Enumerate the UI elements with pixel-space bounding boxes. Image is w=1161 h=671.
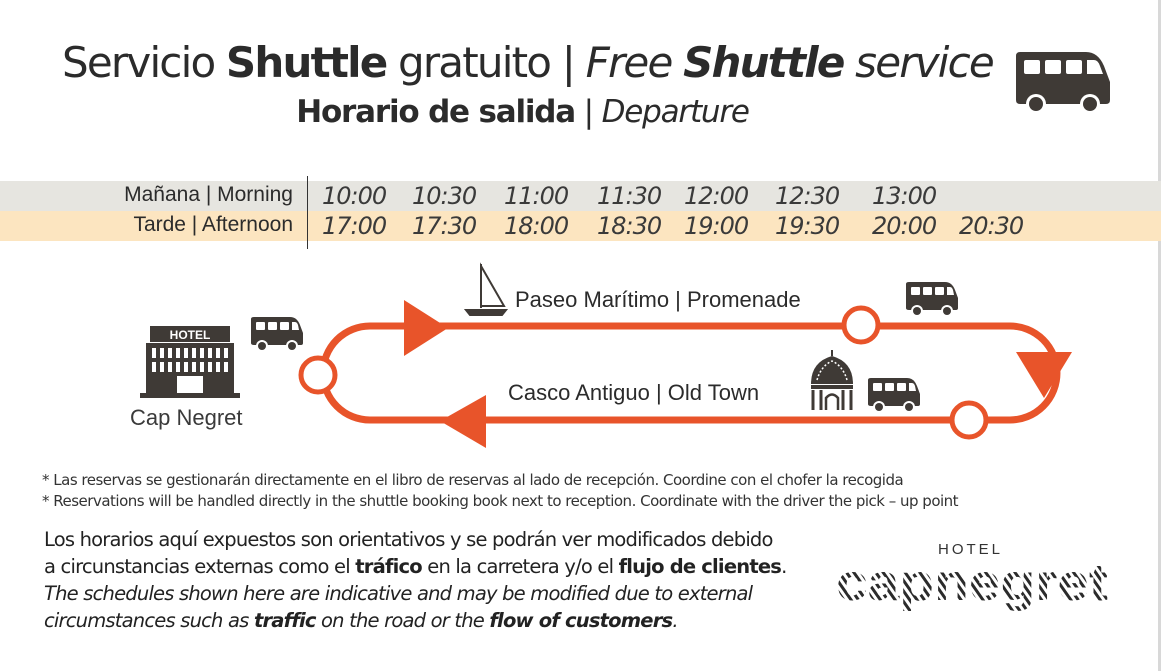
page-subtitle: Horario de salida | Departure xyxy=(296,94,749,130)
afternoon-label: Tarde | Afternoon xyxy=(133,213,293,236)
morning-time: 13:00 xyxy=(872,182,937,210)
route-arrow-left xyxy=(440,395,486,448)
disclaimer-en-line1: The schedules shown here are indicative and may be modified due to external xyxy=(44,582,753,605)
afternoon-time: 17:30 xyxy=(412,212,477,240)
promenade-label: Paseo Marítimo | Promenade xyxy=(515,287,801,312)
route-arrow-down xyxy=(1016,352,1072,398)
shuttle-bus-icon xyxy=(906,282,958,317)
stop-promenade xyxy=(844,308,878,342)
afternoon-time: 20:30 xyxy=(959,212,1024,240)
reservation-note-en: * Reservations will be handled directly in the shuttle booking book next to reception. Coordinate with the driver the pick – up point xyxy=(42,492,959,510)
logo-hotel-word: HOTEL xyxy=(938,541,1004,558)
afternoon-time: 18:00 xyxy=(504,212,569,240)
afternoon-time: 19:30 xyxy=(775,212,840,240)
stop-oldtown xyxy=(952,403,986,437)
disclaimer-paragraph xyxy=(44,526,804,634)
hotel-building-icon xyxy=(140,326,240,398)
morning-label: Mañana | Morning xyxy=(124,183,293,206)
schedule-row-morning xyxy=(0,181,1161,211)
morning-time: 10:00 xyxy=(322,182,387,210)
disclaimer-en-line2: circumstances such as traffic on the road or the flow of customers. xyxy=(44,609,678,632)
morning-time: 12:00 xyxy=(684,182,749,210)
old-town-label: Casco Antiguo | Old Town xyxy=(508,380,760,405)
shuttle-bus-icon xyxy=(1014,48,1112,116)
shuttle-bus-icon xyxy=(868,378,920,413)
capnegret-logo xyxy=(836,560,1111,612)
schedule-divider xyxy=(307,176,308,249)
morning-time: 12:30 xyxy=(775,182,840,210)
afternoon-time: 17:00 xyxy=(322,212,387,240)
shuttle-bus-icon xyxy=(251,317,303,352)
reservation-note-es: * Las reservas se gestionarán directamente en el libro de reservas al lado de recepción. Coordine con el chofer la recogida xyxy=(42,471,904,489)
morning-time: 11:30 xyxy=(597,182,662,210)
hotel-name-label: Cap Negret xyxy=(130,405,243,430)
afternoon-time: 20:00 xyxy=(872,212,937,240)
disclaimer-es-line2: a circunstancias externas como el tráfico en la carretera y/o el flujo de clientes. xyxy=(44,555,787,578)
disclaimer-es-line1: Los horarios aquí expuestos son orientativos y se podrán ver modificados debido xyxy=(44,528,773,551)
page-title: Servicio Shuttle gratuito | Free Shuttle service xyxy=(62,38,993,87)
sailboat-icon xyxy=(466,264,506,315)
old-town-dome-icon xyxy=(811,350,853,410)
stop-hotel xyxy=(301,358,335,392)
schedule-row-afternoon xyxy=(0,211,1161,241)
afternoon-time: 18:30 xyxy=(597,212,662,240)
logo-text: capnegret xyxy=(836,560,1108,612)
morning-time: 11:00 xyxy=(504,182,569,210)
morning-time: 10:30 xyxy=(412,182,477,210)
hotel-sign: HOTEL xyxy=(169,328,211,342)
afternoon-time: 19:00 xyxy=(684,212,749,240)
route-arrow-right xyxy=(404,300,448,356)
